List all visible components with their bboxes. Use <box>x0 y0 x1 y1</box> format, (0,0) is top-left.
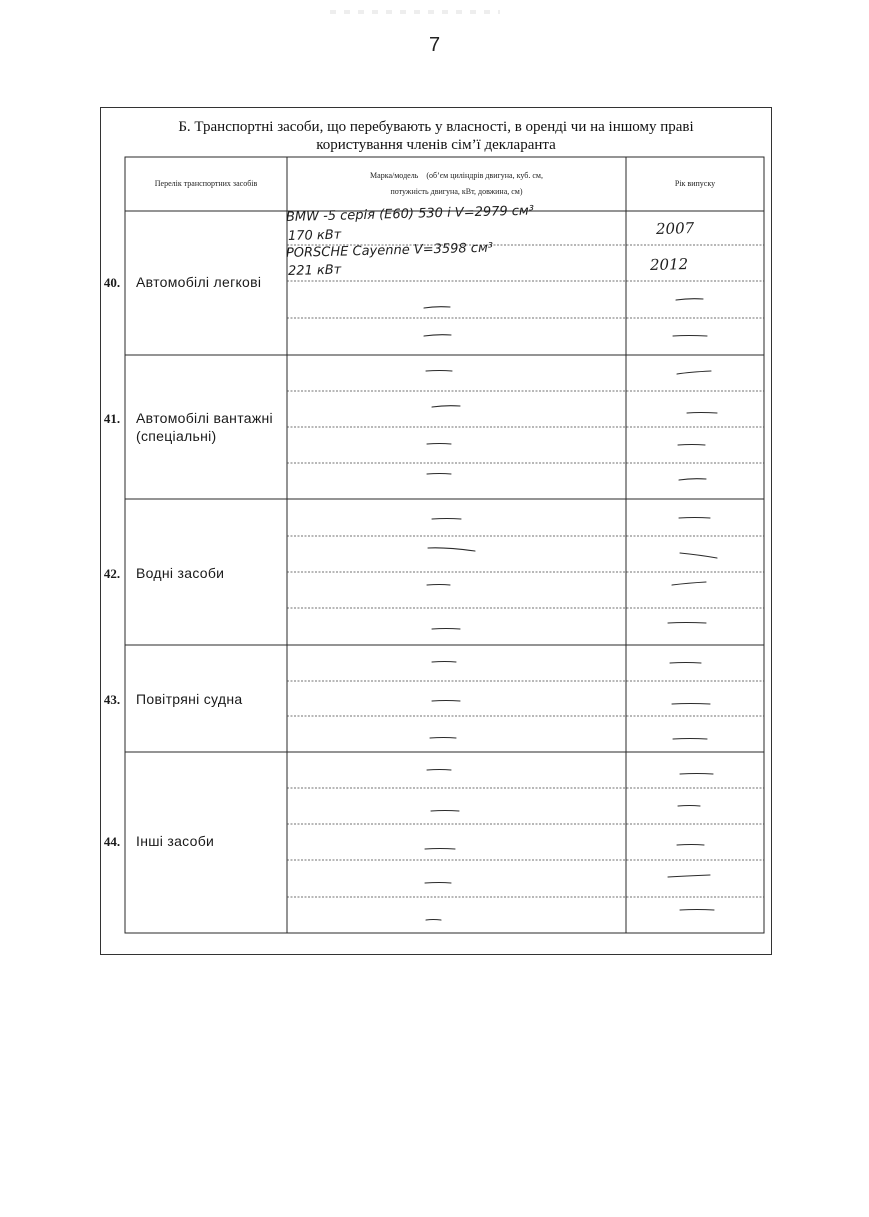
category-label: Автомобілі легкові <box>136 274 262 290</box>
header-model-line2: потужність двигуна, кВт, довжина, см) <box>390 187 523 196</box>
empty-dash <box>427 444 451 445</box>
empty-dash <box>668 875 710 877</box>
empty-dash <box>430 738 456 739</box>
category-number: 41. <box>103 411 121 426</box>
empty-dash <box>678 806 700 807</box>
empty-dash <box>426 371 452 372</box>
category-number: 40. <box>103 275 121 290</box>
category-label: Автомобілі вантажні (спеціальні) <box>136 410 273 444</box>
empty-dash <box>432 662 456 663</box>
empty-dash <box>679 479 706 480</box>
empty-dash <box>432 519 461 520</box>
section-title-line1: Б. Транспортні засоби, що перебувають у власності, в оренді чи на іншому праві <box>178 119 694 135</box>
empty-dash <box>424 335 451 336</box>
category-label: Повітряні судна <box>136 691 243 707</box>
empty-dash <box>424 307 450 308</box>
entry-year: 2007 <box>655 219 695 238</box>
empty-dash <box>668 623 706 624</box>
empty-dash <box>432 629 460 630</box>
empty-dash <box>432 406 460 407</box>
entry-year: 2012 <box>649 255 689 274</box>
empty-dash <box>426 920 441 921</box>
empty-dash <box>673 336 707 337</box>
header-year: Рік випуску <box>674 179 716 188</box>
empty-dash <box>677 845 704 846</box>
empty-dash <box>427 770 451 771</box>
empty-dash <box>680 553 717 558</box>
category-label: Водні засоби <box>136 565 225 581</box>
empty-dash <box>672 704 710 705</box>
empty-dash <box>678 445 705 446</box>
entry-model-line2: 170 кВт <box>287 227 342 244</box>
entry-model-line2: 221 кВт <box>287 262 342 279</box>
empty-dash <box>687 413 717 414</box>
empty-dash <box>431 811 459 812</box>
empty-dash <box>680 774 713 775</box>
header-model-line1: Марка/модель (об’єм циліндрів двигуна, куб. см, <box>370 171 543 180</box>
empty-dash <box>425 849 455 850</box>
empty-dash <box>680 910 714 911</box>
empty-dash <box>427 474 451 475</box>
empty-dash <box>672 582 706 585</box>
empty-dash <box>676 299 703 300</box>
empty-dash <box>428 548 475 551</box>
category-number: 42. <box>103 566 121 581</box>
page-number: 7 <box>428 34 441 56</box>
category-number: 43. <box>103 692 121 707</box>
header-vehicle-list: Перелік транспортних засобів <box>154 179 258 188</box>
empty-dash <box>677 371 711 374</box>
category-number: 44. <box>103 834 121 849</box>
empty-dash <box>425 883 451 884</box>
empty-dash <box>673 739 707 740</box>
empty-dash <box>427 585 450 586</box>
empty-dash <box>670 663 701 664</box>
entry-model-line1: BMW -5 серія (E60) 530 і V=2979 см³ <box>285 203 535 225</box>
section-title-line2: користування членів сім’ї декларанта <box>316 137 556 153</box>
empty-dash <box>432 701 460 702</box>
empty-dash <box>679 518 710 519</box>
entry-model-line1: PORSCHE Cayenne V=3598 см³ <box>285 240 494 261</box>
category-label: Інші засоби <box>136 833 215 849</box>
